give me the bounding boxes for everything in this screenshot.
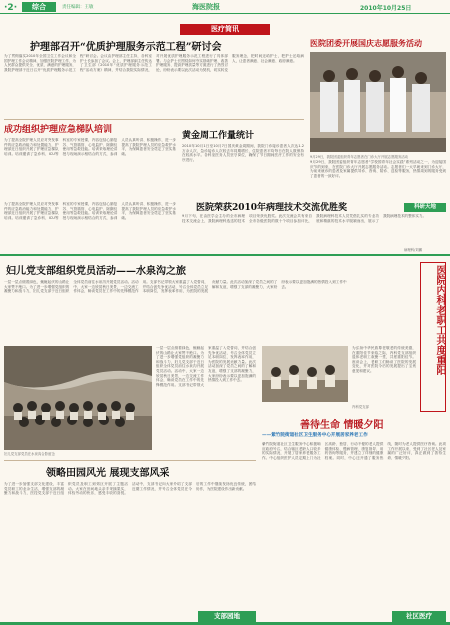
editor-credit: 责任编辑：王敏 [62,5,94,10]
article-holiday-body: 2010年10月1日至10月7日国庆黄金周期间，我院门诊接诊患者人次达1.2万余人次，急诊接诊人次较去年同期增长，住院患者平均每日在院人数保持在较高水平。各科室医务人员坚守岗位，确保了节日期间医疗工作的安全有序进行。 [182,144,304,162]
article-emergency-more-text: 为了提高全院护理人员应对突发事件的应急救治能力和处置能力，护理部近日组织开展了护理应急梯队培训。培训邀请了急诊科、ICU等科室的专家授课，内容包括心肺复苏、气管插管、心电监护、除颤仪使用等急救技能。培训采取理论讲授与现场演示相结合的方式，参训人员认真听讲、积极操作，进一步提高了我院护理人员的应急救护水平，为保障患者安全奠定了坚实基础。 [4,202,176,220]
article-holiday-title: 黄金周工作量统计 [182,131,255,141]
article-volunteer-title: 医院团委开展国庆志愿服务活动 [310,38,422,48]
issue-date: 2010年10月25日 [360,5,412,12]
article-elderly-body: 为弘扬中华民族尊老敬老的传统美德，在重阳佳节来临之际，内科党支部组织退休老职工欢聚一堂，共度重阳佳节。座谈会上，老职工们畅谈了医院的发展变化，并对医院今后的发展提出了宝贵意见和建议。 [352,346,416,373]
section-tab: 综合 [22,2,56,12]
article-emergency-more [4,202,176,246]
divider [4,460,256,461]
photo-volunteers [310,52,446,152]
article-shuiquangou-title: 妇儿党支部组织党员活动——水泉沟之旅 [6,266,186,277]
masthead [0,0,450,14]
article-countryside-title: 领略田园风光 展现支部风采 [46,468,170,479]
article-community-body: 紫竹院街道社区卫生服务中心积极响应政府号召，结合辖区老龄人口较多的实际情况，开展了居家养老服务工作。中心组织医护人员定期上门为社区高龄、独居、行动不便的老人提供健康体检、慢病管理、康复指导、用药咨询等服务，并建立了详细的健康档案。同时，中心还开通了服务热线，随时为老人提供医疗咨询。此项工作开展以来，受到了社区老人及家属的广泛好评，真正做到了善待生命、情暖夕阳。 [262,442,446,460]
divider [4,119,304,120]
banner-party-building: 支部园地 [198,611,256,622]
article-elderly-title-box [420,262,446,412]
article-shuiquangou-cont-text: 一层一层点缀着绿色，蜿蜒起伏的山路让大家赞不绝口。为了进一步增强党组织的凝聚力和战斗力，妇儿党支部于近日组织全体党员前往水泉沟开展党员活动。活动中，大家一边欣赏秋日美景，一边交流工作体会，畅谈党员在工作中的先锋模范作用。支部书记带领大家重温了入党誓词，并结合创先争优活动，号召全体党员立足本职岗位，发挥表率作用，为医院的发展贡献力量。此次活动加深了党员之间的了解和友谊，增强了支部的凝聚力，大家纷纷表示要以更加饱满的热情投入到工作中去。 [156,346,256,387]
page-number: ·2· [4,3,18,13]
article-volunteer-body: 9月29日，我院团委组织青年志愿者“学校园青年社会实践”系列活动之一，为迎接国庆节的到来，在医院门诊大厅开展志愿服务活动。志愿者们一大早就来到门诊大厅，为前来就诊的患者及家属提供导诊、咨询、陪诊、送检等服务，热情周到的服务受到了患者的一致好评。 [310,160,446,178]
photo-volunteers-caption: 9月29日，我院团委组织青年志愿者在门诊大厅开展志愿服务活动 [310,155,409,159]
article-shuiquangou-body: 一层一层点缀着绿色，蜿蜒起伏的山路让大家赞不绝口。为了进一步增强党组织的凝聚力和战斗力，妇儿党支部于近日组织全体党员前往水泉沟开展党员活动。活动中，大家一边欣赏秋日美景，一边交流工作体会，畅谈党员在工作中的先锋模范作用。支部书记带领大家重温了入党誓词，并结合创先争优活动，号召全体党员立足本职岗位，发挥表率作用，为医院的发展贡献力量。此次活动加深了党员之间的了解和友谊，增强了支部的凝聚力，大家纷纷表示要以更加饱满的热情投入到工作中去。 [4,280,347,294]
photo-elderly [262,346,348,402]
photo-party-group [4,346,152,450]
photo-party-group-caption: 妇儿党支部党员在水泉沟合影留念 [4,452,55,456]
article-pathology-byline: 病理科/刘鹏 [404,248,423,252]
article-shuiquangou-cont [156,346,256,446]
paper-name: 海医院报 [192,2,220,11]
article-community-title: 善待生命 情暖夕阳 [300,420,384,431]
article-nursing-body: 为了贯彻落实2010年全国卫生工作会议和全国护理工作会议精神，加强医院护理工作，为人民群众提供安全、优质、满意的护理服务，我院护理部于近日召开“优质护理服务示范工程”研讨会。会议由护理部主任主持，各科室护士长参加了会议。会上，护理部副主任传达了卫生部《2010年“优质护理服务示范工程”活动方案》精神，并结合我院实际情况，对开展优质护理服务示范工程进行了具体部署。与会护士长围绕如何夯实基础护理、改善护理服务、提高护理质量等方面进行了热烈讨论，纷纷表示要以此次活动为契机，切实转变服务理念，把时间还给护士，把护士还给病人，让患者满意、社会满意、政府满意。 [4,54,304,72]
article-community-subtitle: ——紫竹院街道社区卫生服务中心开展居家养老工作 [262,433,368,438]
article-pathology-title: 医院荣获2010年病理技术交流优胜奖 [196,203,348,213]
article-countryside-body: 为了进一步加强支部文化建设，丰富党员职工的业余生活，增强支部的凝聚力和战斗力，医技党支部于近日组织党员及职工到郊区开展了主题活动。大家在田间地头亲手采摘果实，体验劳动的快乐，感受丰收的喜悦。活动中，支部书记向大家介绍了支部近期工作情况，并号召全体党员在今后的工作中继续发扬优良传统，团结协作，为医院建设作出新贡献。 [4,482,256,496]
banner-community: 社区医疗 [392,611,446,622]
page-number-value: 2 [7,3,14,13]
banner-research: 科研天地 [404,203,446,212]
article-pathology-body: 9月下旬，在由医学会主办的全市病理技术交流会上，我院病理科选送的技术项目荣获优胜奖。此次交流会共有来自全市各级医院的数十个项目参加评比，我院病理科技术人员凭借扎实的专业功底和精湛的技术水平脱颖而出，展示了我院病理技术的整体实力。 [182,214,427,223]
article-emergency-title: 成功组织护理应急梯队培训 [4,125,113,135]
article-emergency-body: 为了提高全院护理人员应对突发事件的应急救治能力和处置能力，护理部近日组织开展了护理应急梯队培训。培训邀请了急诊科、ICU等科室的专家授课，内容包括心肺复苏、气管插管、心电监护、除颤仪使用等急救技能。培训采取理论讲授与现场演示相结合的方式，参训人员认真听讲、积极操作，进一步提高了我院护理人员的应急救护水平，为保障患者安全奠定了坚实基础。 [4,138,176,156]
divider [0,254,450,256]
article-elderly-byline: 内科党支部 [352,405,369,409]
article-nursing-title: 护理部召开“优质护理服务示范工程”研讨会 [30,42,222,53]
banner-medical-news: 医疗简讯 [180,24,270,35]
article-elderly-title: 医院内科老职工共度重阳 [434,265,445,375]
